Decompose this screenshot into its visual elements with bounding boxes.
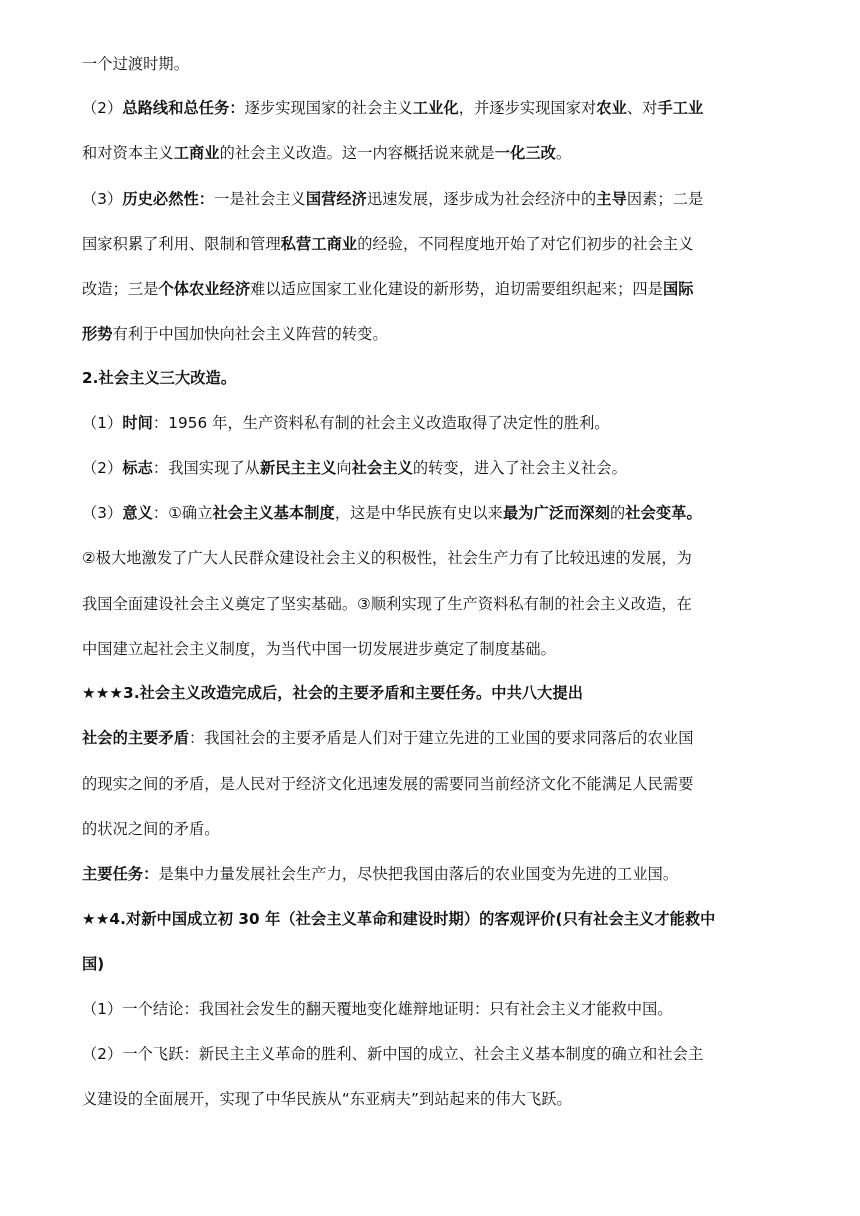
bold-text: 私营工商业 xyxy=(280,235,358,253)
text-run: 的经验，不同程度地开始了对它们初步的社会主义 xyxy=(357,235,694,253)
text-run: 的状况之间的矛盾。 xyxy=(82,820,220,838)
text-run: ，并逐步实现国家对 xyxy=(458,99,597,117)
bold-text: 社会主义 xyxy=(351,459,413,477)
text-line xyxy=(82,234,782,254)
text-line xyxy=(82,954,782,974)
bold-text: 时间 xyxy=(122,414,153,432)
bold-text: ★★★3.社会主义改造完成后，社会的主要矛盾和主要任务。中共八大提出 xyxy=(82,684,584,702)
text-run: ，这是中华民族有史以来 xyxy=(334,504,503,522)
bold-text: 农业 xyxy=(596,99,627,117)
text-run: （3） xyxy=(82,190,123,208)
text-run: 国家积累了利用、限制和管理 xyxy=(82,235,281,253)
bold-text: 总路线和总任务： xyxy=(122,99,245,117)
text-run: 的 xyxy=(610,504,626,522)
bold-text: 历史必然性： xyxy=(122,190,215,208)
text-run: 义建设的全面展开，实现了中华民族从“东亚病夫”到站起来的伟大飞跃。 xyxy=(82,1090,572,1108)
text-line xyxy=(82,413,782,433)
text-run: （1） xyxy=(82,414,123,432)
text-run: 我国全面建设社会主义奠定了坚实基础。③顺利实现了生产资料私有制的社会主义改造，在 xyxy=(82,595,692,613)
text-run: 的社会主义改造。这一内容概括说来就是 xyxy=(219,144,495,162)
text-run: ②极大地激发了广大人民群众建设社会主义的积极性，社会生产力有了比较迅速的发展，为 xyxy=(82,549,692,567)
bold-text: 主导 xyxy=(596,190,627,208)
bold-text: ★★4.对新中国成立初 30 年（社会主义革命和建设时期）的客观评价(只有社会主义才能救中 xyxy=(82,910,716,928)
text-line xyxy=(82,98,782,118)
text-run: 。 xyxy=(555,144,572,162)
text-run: 向 xyxy=(336,459,352,477)
text-run: ：我国社会的主要矛盾是人们对于建立先进的工业国的要求同落后的农业国 xyxy=(189,729,694,747)
text-line xyxy=(82,774,782,794)
text-line xyxy=(82,1044,782,1064)
text-run: 一是社会主义 xyxy=(214,190,306,208)
text-run: 逐步实现国家的社会主义 xyxy=(244,99,413,117)
text-run: 中国建立起社会主义制度，为当代中国一切发展进步奠定了制度基础。 xyxy=(82,640,556,658)
text-line xyxy=(82,324,782,344)
text-line xyxy=(82,189,782,209)
text-line xyxy=(82,728,782,748)
text-line xyxy=(82,368,782,388)
bold-text: 新民主主义 xyxy=(259,459,337,477)
text-run: 改造；三是 xyxy=(82,280,159,298)
text-run: 是集中力量发展社会生产力，尽快把我国由落后的农业国变为先进的工业国。 xyxy=(158,865,679,883)
text-run: （2） xyxy=(82,99,123,117)
bold-text: 社会变革。 xyxy=(625,504,702,522)
bold-text: 国营经济 xyxy=(305,190,367,208)
bold-text: 标志 xyxy=(122,459,153,477)
text-line xyxy=(82,503,782,523)
text-run: 一个过渡时期。 xyxy=(82,55,190,73)
text-line xyxy=(82,909,782,929)
text-run: 有利于中国加快向社会主义阵营的转变。 xyxy=(112,325,388,343)
text-run: 迅速发展，逐步成为社会经济中的 xyxy=(366,190,597,208)
text-line xyxy=(82,279,782,299)
text-line xyxy=(82,1089,782,1109)
text-run: 因素；二是 xyxy=(626,190,704,208)
bold-text: 最为广泛而深刻 xyxy=(502,504,610,522)
text-run: 的现实之间的矛盾，是人民对于经济文化迅速发展的需要同当前经济文化不能满足人民需要 xyxy=(82,775,694,793)
text-line xyxy=(82,999,782,1019)
text-line xyxy=(82,864,782,884)
bold-text: 意义 xyxy=(122,504,153,522)
text-line xyxy=(82,819,782,839)
text-line xyxy=(82,683,782,703)
bold-text: 手工业 xyxy=(657,99,704,117)
bold-text: 国) xyxy=(82,955,105,973)
text-run: 难以适应国家工业化建设的新形势，迫切需要组织起来；四是 xyxy=(250,280,663,298)
text-run: （1）一个结论：我国社会发生的翻天覆地变化雄辩地证明：只有社会主义才能救中国。 xyxy=(82,1000,673,1018)
bold-text: 形势 xyxy=(82,325,113,343)
bold-text: 社会的主要矛盾 xyxy=(82,729,190,747)
text-run: （3） xyxy=(82,504,123,522)
bold-text: 工业化 xyxy=(412,99,459,117)
text-run: ：①确立 xyxy=(152,504,213,522)
text-line xyxy=(82,594,782,614)
bold-text: 工商业 xyxy=(173,144,220,162)
bold-text: 国际 xyxy=(662,280,694,298)
text-line xyxy=(82,458,782,478)
text-run: ：我国实现了从 xyxy=(152,459,260,477)
text-line xyxy=(82,548,782,568)
text-line xyxy=(82,54,782,74)
text-run: （2） xyxy=(82,459,123,477)
bold-text: 一化三改 xyxy=(494,144,556,162)
text-line xyxy=(82,639,782,659)
bold-text: 2.社会主义三大改造。 xyxy=(82,369,237,387)
text-run: 和对资本主义 xyxy=(82,144,174,162)
text-run: 的转变，进入了社会主义社会。 xyxy=(412,459,627,477)
text-run: ：1956 年，生产资料私有制的社会主义改造取得了决定性的胜利。 xyxy=(152,414,610,432)
bold-text: 主要任务： xyxy=(82,865,159,883)
bold-text: 社会主义基本制度 xyxy=(212,504,335,522)
text-run: （2）一个飞跃：新民主主义革命的胜利、新中国的成立、社会主义基本制度的确立和社会主 xyxy=(82,1045,704,1063)
bold-text: 个体农业经济 xyxy=(158,280,251,298)
text-run: 、对 xyxy=(626,99,658,117)
text-line xyxy=(82,143,782,163)
